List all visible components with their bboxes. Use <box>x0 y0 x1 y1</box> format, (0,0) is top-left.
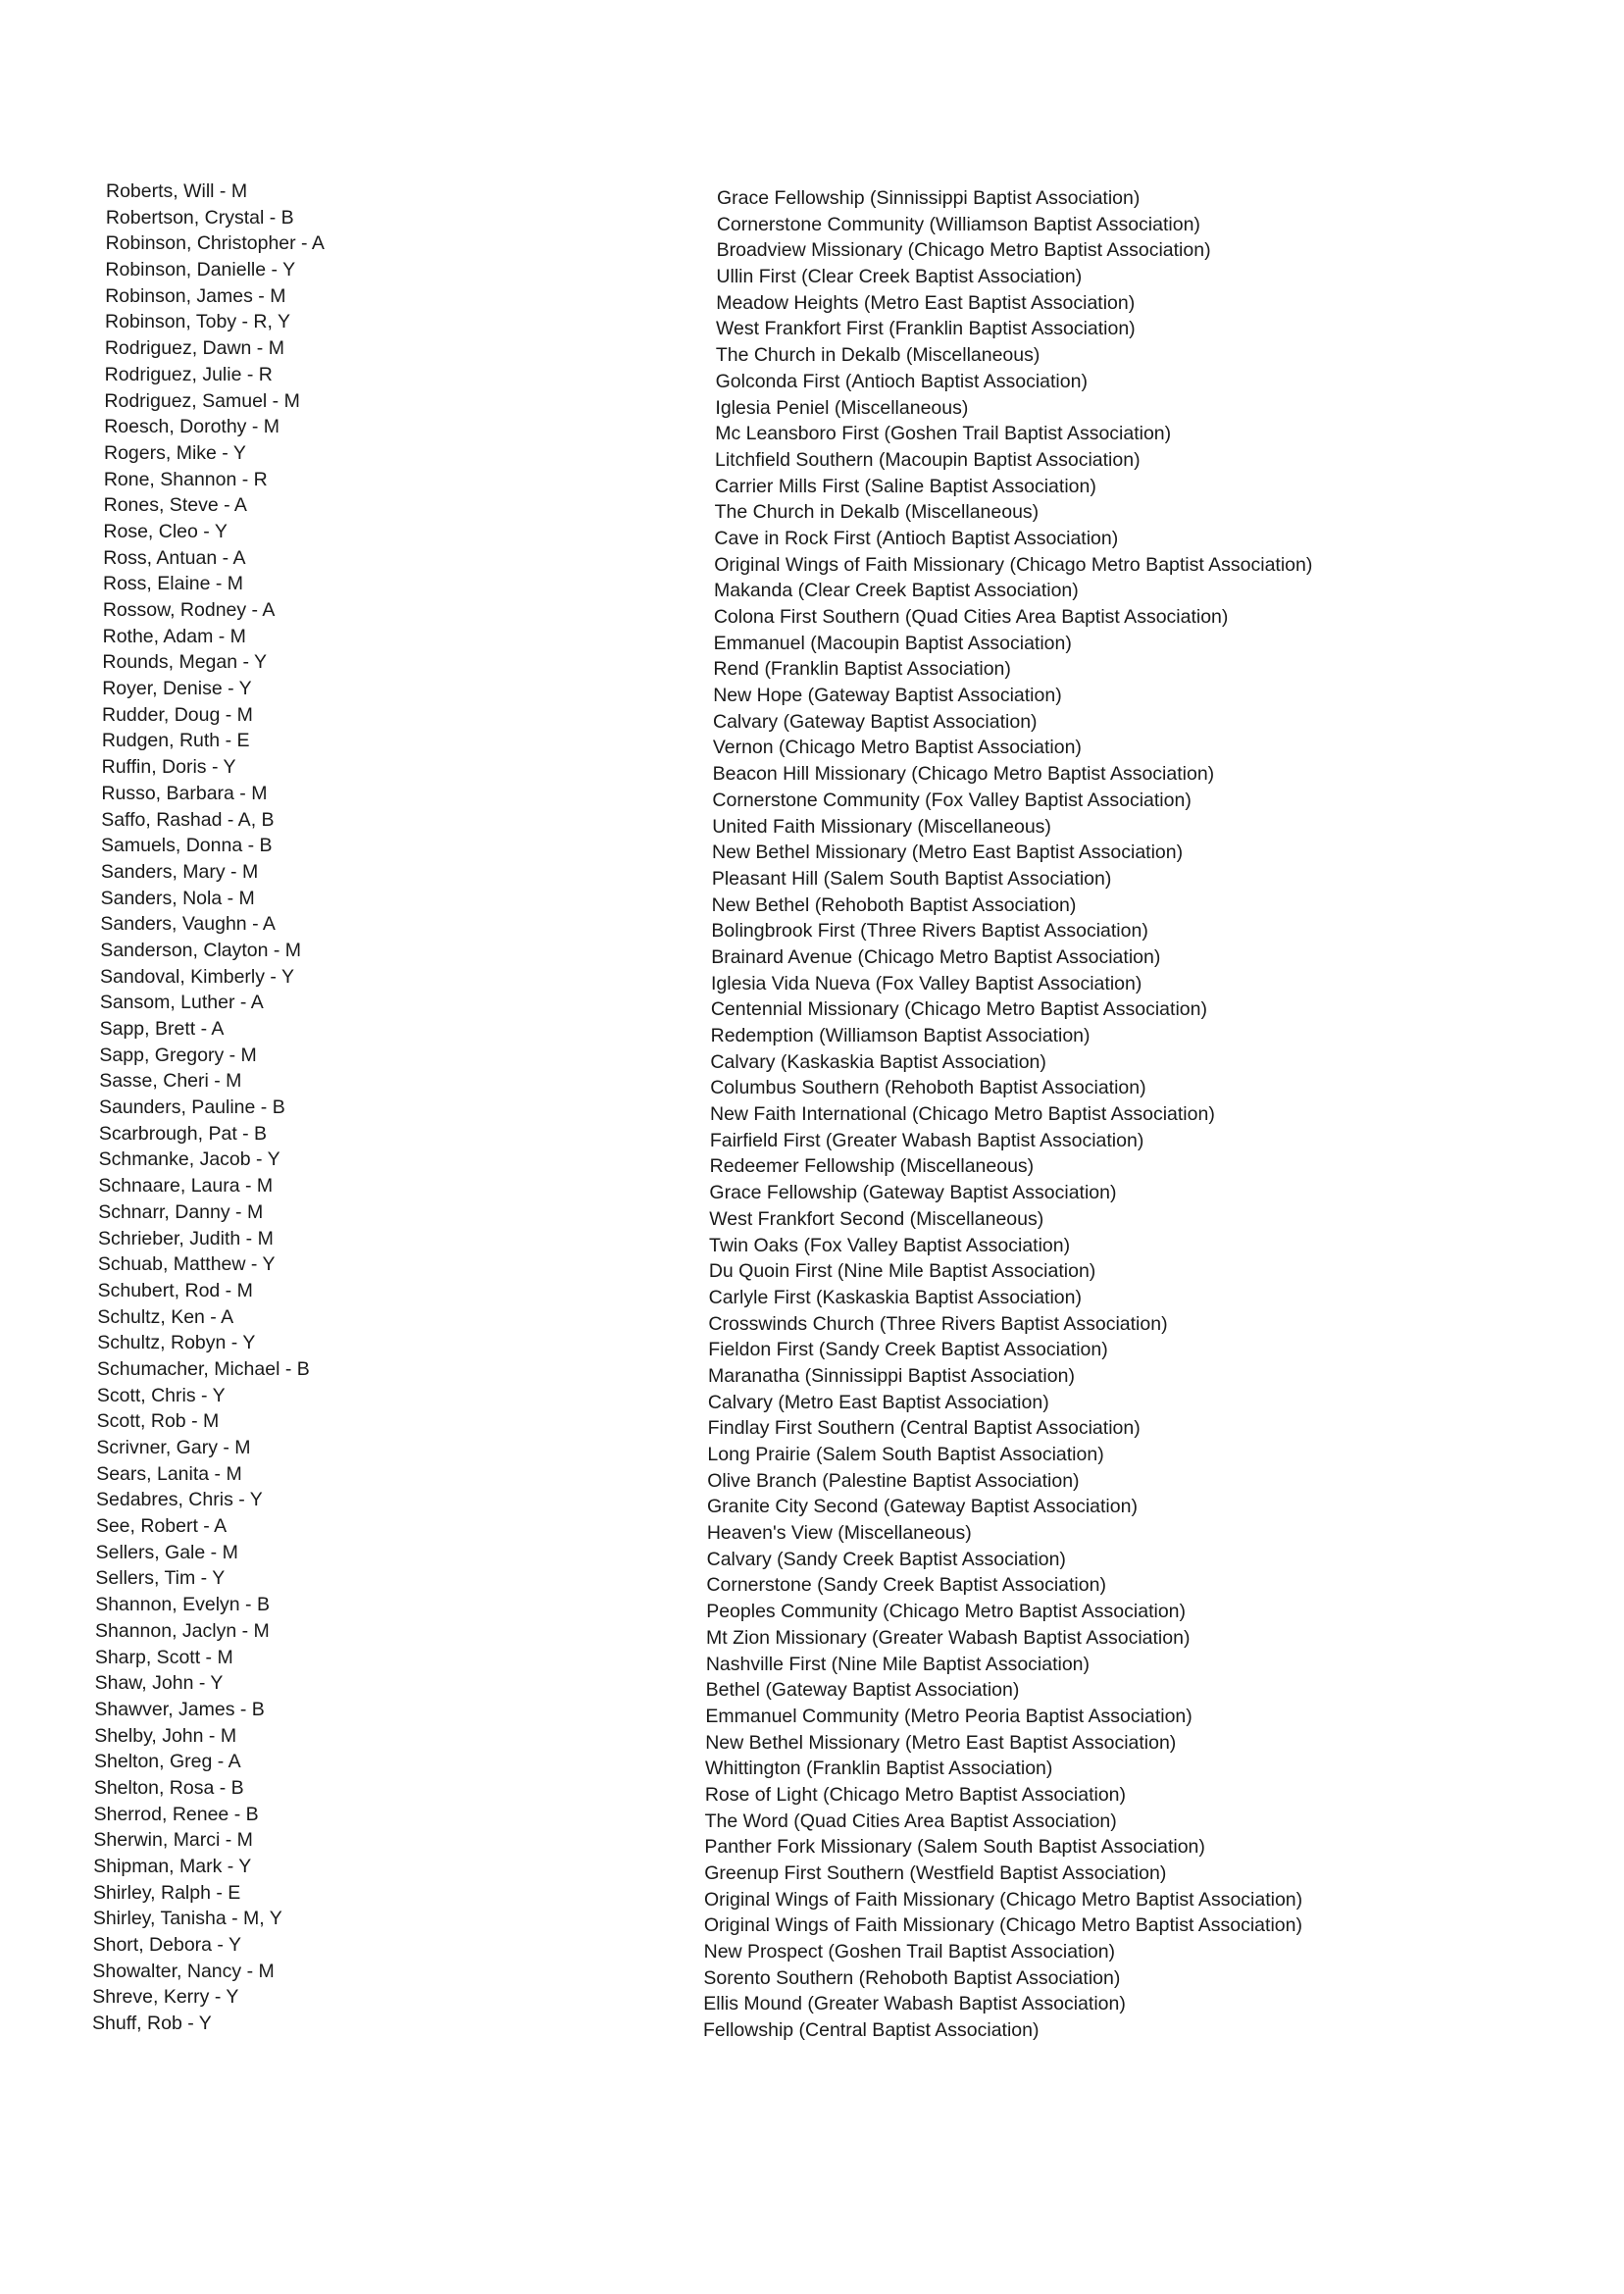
member-entry: Rogers, Mike - Y <box>104 441 246 464</box>
member-entry: Schrieber, Judith - M <box>98 1227 274 1249</box>
church-entry: New Bethel (Rehoboth Baptist Association) <box>711 893 1077 916</box>
church-entry: The Church in Dekalb (Miscellaneous) <box>714 501 1040 524</box>
member-entry: Samuels, Donna - B <box>101 835 273 857</box>
church-entry: New Hope (Gateway Baptist Association) <box>713 685 1062 707</box>
church-entry: New Bethel Missionary (Metro East Baptist Association) <box>705 1731 1177 1754</box>
church-entry: Long Prairie (Salem South Baptist Association) <box>707 1444 1104 1465</box>
member-entry: Schumacher, Michael - B <box>97 1357 310 1380</box>
church-entry: Heaven's View (Miscellaneous) <box>706 1522 972 1545</box>
church-entry: New Prospect (Goshen Trail Baptist Association) <box>703 1941 1116 1963</box>
church-entry: Peoples Community (Chicago Metro Baptist Association) <box>706 1601 1186 1623</box>
church-entry: Iglesia Peniel (Miscellaneous) <box>715 396 969 419</box>
member-entry: Sherrod, Renee - B <box>93 1803 259 1825</box>
member-entry: Sedabres, Chris - Y <box>96 1489 263 1511</box>
church-entry: Ullin First (Clear Creek Baptist Association) <box>716 266 1083 288</box>
member-entry: Shelby, John - M <box>94 1724 237 1747</box>
member-entry: Ross, Elaine - M <box>103 573 244 595</box>
church-entry: Grace Fellowship (Sinnissippi Baptist Association) <box>717 187 1141 209</box>
member-entry: Robinson, Toby - R, Y <box>105 311 290 333</box>
church-entry: New Faith International (Chicago Metro Baptist Association) <box>710 1103 1215 1126</box>
member-entry: Scott, Rob - M <box>96 1410 220 1433</box>
church-entry: Makanda (Clear Creek Baptist Association) <box>714 580 1079 602</box>
member-entry: Schultz, Robyn - Y <box>97 1332 256 1354</box>
church-entry: Fieldon First (Sandy Creek Baptist Association) <box>708 1339 1108 1361</box>
member-entry: Saunders, Pauline - B <box>99 1096 285 1119</box>
member-entry: Shawver, James - B <box>94 1698 265 1720</box>
member-entry: Sanders, Vaughn - A <box>100 913 276 936</box>
church-association-list <box>703 185 1315 2044</box>
church-entry: Bolingbrook First (Three Rivers Baptist Association) <box>711 920 1148 943</box>
member-entry: Rose, Cleo - Y <box>103 520 228 542</box>
member-entry: Rodriguez, Samuel - M <box>104 389 300 412</box>
church-entry: Pleasant Hill (Salem South Baptist Association) <box>711 867 1112 890</box>
church-entry: Fellowship (Central Baptist Association) <box>703 2019 1040 2042</box>
member-entry: Roesch, Dorothy - M <box>104 416 280 438</box>
church-entry: Findlay First Southern (Central Baptist Association) <box>707 1417 1141 1440</box>
church-entry: Calvary (Gateway Baptist Association) <box>713 710 1038 733</box>
member-entry: Schnaare, Laura - M <box>98 1175 274 1198</box>
member-entry: Sellers, Tim - Y <box>95 1567 226 1590</box>
church-entry: Golconda First (Antioch Baptist Association) <box>715 370 1088 392</box>
member-entry: Shelton, Rosa - B <box>93 1776 244 1799</box>
member-entry: Sansom, Luther - A <box>99 992 264 1014</box>
church-entry: Maranatha (Sinnissippi Baptist Association) <box>708 1364 1075 1387</box>
member-entry: Sherwin, Marci - M <box>93 1829 253 1852</box>
church-entry: Cornerstone Community (Williamson Baptist Association) <box>716 213 1200 235</box>
church-entry: Vernon (Chicago Metro Baptist Association) <box>712 737 1082 759</box>
church-entry: Rose of Light (Chicago Metro Baptist Association) <box>704 1783 1127 1806</box>
church-entry: Calvary (Metro East Baptist Association) <box>707 1391 1049 1413</box>
member-entry: Shaw, John - Y <box>94 1672 224 1695</box>
church-entry: New Bethel Missionary (Metro East Baptist Association) <box>712 841 1184 864</box>
member-entry: Schuab, Matthew - Y <box>97 1253 276 1276</box>
member-entry: Royer, Denise - Y <box>102 678 252 700</box>
church-entry: Rend (Franklin Baptist Association) <box>713 658 1011 681</box>
church-entry: Ellis Mound (Greater Wabash Baptist Association) <box>703 1993 1126 2015</box>
church-entry: Nashville First (Nine Mile Baptist Association) <box>705 1653 1091 1675</box>
church-entry: Centennial Missionary (Chicago Metro Baptist Association) <box>710 998 1207 1021</box>
church-entry: Cave in Rock First (Antioch Baptist Association) <box>714 527 1119 549</box>
member-entry: Rothe, Adam - M <box>102 625 246 647</box>
member-entry: Rodriguez, Dawn - M <box>104 337 284 360</box>
church-entry: Grace Fellowship (Gateway Baptist Association) <box>709 1182 1117 1204</box>
church-entry: Panther Fork Missionary (Salem South Baptist Association) <box>704 1836 1205 1859</box>
church-entry: Broadview Missionary (Chicago Metro Baptist Association) <box>716 239 1211 262</box>
church-entry: Redemption (Williamson Baptist Association) <box>710 1025 1091 1046</box>
church-entry: Litchfield Southern (Macoupin Baptist Association) <box>715 448 1141 471</box>
member-entry: Sanders, Nola - M <box>100 887 255 909</box>
member-entry: Rounds, Megan - Y <box>102 651 268 674</box>
church-entry: Cornerstone (Sandy Creek Baptist Association) <box>706 1574 1106 1597</box>
church-entry: Original Wings of Faith Missionary (Chicago Metro Baptist Association) <box>714 553 1313 576</box>
member-entry: Sapp, Gregory - M <box>99 1044 257 1066</box>
member-entry: Ruffin, Doris - Y <box>101 756 236 779</box>
member-entry: Sharp, Scott - M <box>94 1646 233 1668</box>
member-name-list <box>92 178 325 2037</box>
church-entry: Olive Branch (Palestine Baptist Association) <box>707 1469 1080 1492</box>
member-entry: Rudder, Doug - M <box>102 703 253 726</box>
church-entry: The Church in Dekalb (Miscellaneous) <box>715 344 1040 367</box>
member-entry: Sears, Lanita - M <box>96 1462 242 1485</box>
member-entry: Shelton, Greg - A <box>94 1751 241 1773</box>
church-entry: Du Quoin First (Nine Mile Baptist Association) <box>708 1260 1096 1283</box>
member-entry: Rossow, Rodney - A <box>102 599 276 621</box>
church-entry: Bethel (Gateway Baptist Association) <box>705 1679 1020 1702</box>
church-entry: Original Wings of Faith Missionary (Chicago Metro Baptist Association) <box>703 1914 1302 1937</box>
member-entry: Sasse, Cheri - M <box>99 1070 242 1093</box>
member-entry: Shirley, Ralph - E <box>93 1881 241 1904</box>
church-entry: Emmanuel Community (Metro Peoria Baptist Association) <box>705 1705 1193 1727</box>
church-entry: Carlyle First (Kaskaskia Baptist Association) <box>708 1286 1082 1308</box>
church-entry: The Word (Quad Cities Area Baptist Association) <box>704 1810 1117 1832</box>
member-entry: Shipman, Mark - Y <box>93 1856 252 1877</box>
member-entry: Schnarr, Danny - M <box>98 1200 264 1223</box>
member-entry: Shuff, Rob - Y <box>92 2013 212 2035</box>
church-entry: Whittington (Franklin Baptist Association) <box>705 1758 1053 1780</box>
church-entry: West Frankfort First (Franklin Baptist Association) <box>716 318 1136 340</box>
member-entry: Robertson, Crystal - B <box>105 206 294 229</box>
member-entry: Shreve, Kerry - Y <box>92 1986 239 2009</box>
church-entry: Greenup First Southern (Westfield Baptist Association) <box>704 1862 1167 1884</box>
church-entry: Calvary (Sandy Creek Baptist Association) <box>706 1548 1066 1570</box>
member-entry: Robinson, Christopher - A <box>105 232 325 255</box>
member-entry: Scrivner, Gary - M <box>96 1437 251 1458</box>
church-entry: Mt Zion Missionary (Greater Wabash Baptist Association) <box>706 1626 1191 1649</box>
member-entry: Shannon, Jaclyn - M <box>95 1619 270 1642</box>
member-entry: Showalter, Nancy - M <box>92 1960 275 1982</box>
member-entry: Schubert, Rod - M <box>97 1279 253 1301</box>
church-entry: United Faith Missionary (Miscellaneous) <box>712 815 1051 838</box>
church-entry: Original Wings of Faith Missionary (Chicago Metro Baptist Association) <box>704 1888 1303 1911</box>
member-entry: Sellers, Gale - M <box>95 1541 238 1563</box>
church-entry: Twin Oaks (Fox Valley Baptist Association) <box>709 1234 1071 1256</box>
church-entry: Crosswinds Church (Three Rivers Baptist Association) <box>708 1312 1168 1335</box>
church-entry: Calvary (Kaskaskia Baptist Association) <box>710 1050 1046 1073</box>
church-entry: Mc Leansboro First (Goshen Trail Baptist Association) <box>715 423 1172 445</box>
member-entry: Robinson, James - M <box>105 284 286 307</box>
member-entry: Shannon, Evelyn - B <box>95 1594 270 1616</box>
church-entry: Granite City Second (Gateway Baptist Association) <box>707 1496 1138 1518</box>
member-entry: Schmanke, Jacob - Y <box>98 1148 280 1171</box>
church-entry: Iglesia Vida Nueva (Fox Valley Baptist Association) <box>711 972 1142 994</box>
member-entry: Scott, Chris - Y <box>96 1384 226 1406</box>
church-entry: Redeemer Fellowship (Miscellaneous) <box>709 1155 1035 1178</box>
member-entry: Short, Debora - Y <box>92 1934 241 1957</box>
member-entry: Rudgen, Ruth - E <box>101 730 250 752</box>
church-entry: Brainard Avenue (Chicago Metro Baptist Association) <box>711 945 1161 968</box>
church-entry: Colona First Southern (Quad Cities Area Baptist Association) <box>713 606 1229 628</box>
member-entry: See, Robert - A <box>95 1515 228 1538</box>
church-entry: Fairfield First (Greater Wabash Baptist Association) <box>709 1129 1144 1151</box>
member-entry: Saffo, Rashad - A, B <box>101 808 275 831</box>
church-entry: Columbus Southern (Rehoboth Baptist Association) <box>710 1077 1146 1099</box>
member-entry: Roberts, Will - M <box>106 180 248 202</box>
member-entry: Rone, Shannon - R <box>103 468 268 490</box>
church-entry: Sorento Southern (Rehoboth Baptist Association) <box>703 1966 1121 1989</box>
member-entry: Schultz, Ken - A <box>97 1305 234 1328</box>
member-entry: Russo, Barbara - M <box>101 782 268 804</box>
member-entry: Sanderson, Clayton - M <box>100 939 302 961</box>
member-entry: Robinson, Danielle - Y <box>105 259 296 281</box>
church-entry: Cornerstone Community (Fox Valley Baptist Association) <box>712 789 1192 811</box>
member-entry: Ross, Antuan - A <box>103 546 246 569</box>
church-entry: West Frankfort Second (Miscellaneous) <box>709 1207 1044 1230</box>
church-entry: Beacon Hill Missionary (Chicago Metro Baptist Association) <box>712 763 1215 786</box>
member-entry: Shirley, Tanisha - M, Y <box>92 1908 282 1930</box>
church-entry: Carrier Mills First (Saline Baptist Association) <box>714 475 1096 497</box>
member-entry: Sanders, Mary - M <box>100 860 259 883</box>
member-entry: Sandoval, Kimberly - Y <box>100 965 294 988</box>
member-entry: Sapp, Brett - A <box>99 1018 225 1040</box>
member-entry: Rones, Steve - A <box>103 494 247 517</box>
church-entry: Emmanuel (Macoupin Baptist Association) <box>713 632 1072 654</box>
member-entry: Rodriguez, Julie - R <box>104 363 273 385</box>
member-entry: Scarbrough, Pat - B <box>98 1122 268 1145</box>
church-entry: Meadow Heights (Metro East Baptist Association) <box>716 291 1136 314</box>
